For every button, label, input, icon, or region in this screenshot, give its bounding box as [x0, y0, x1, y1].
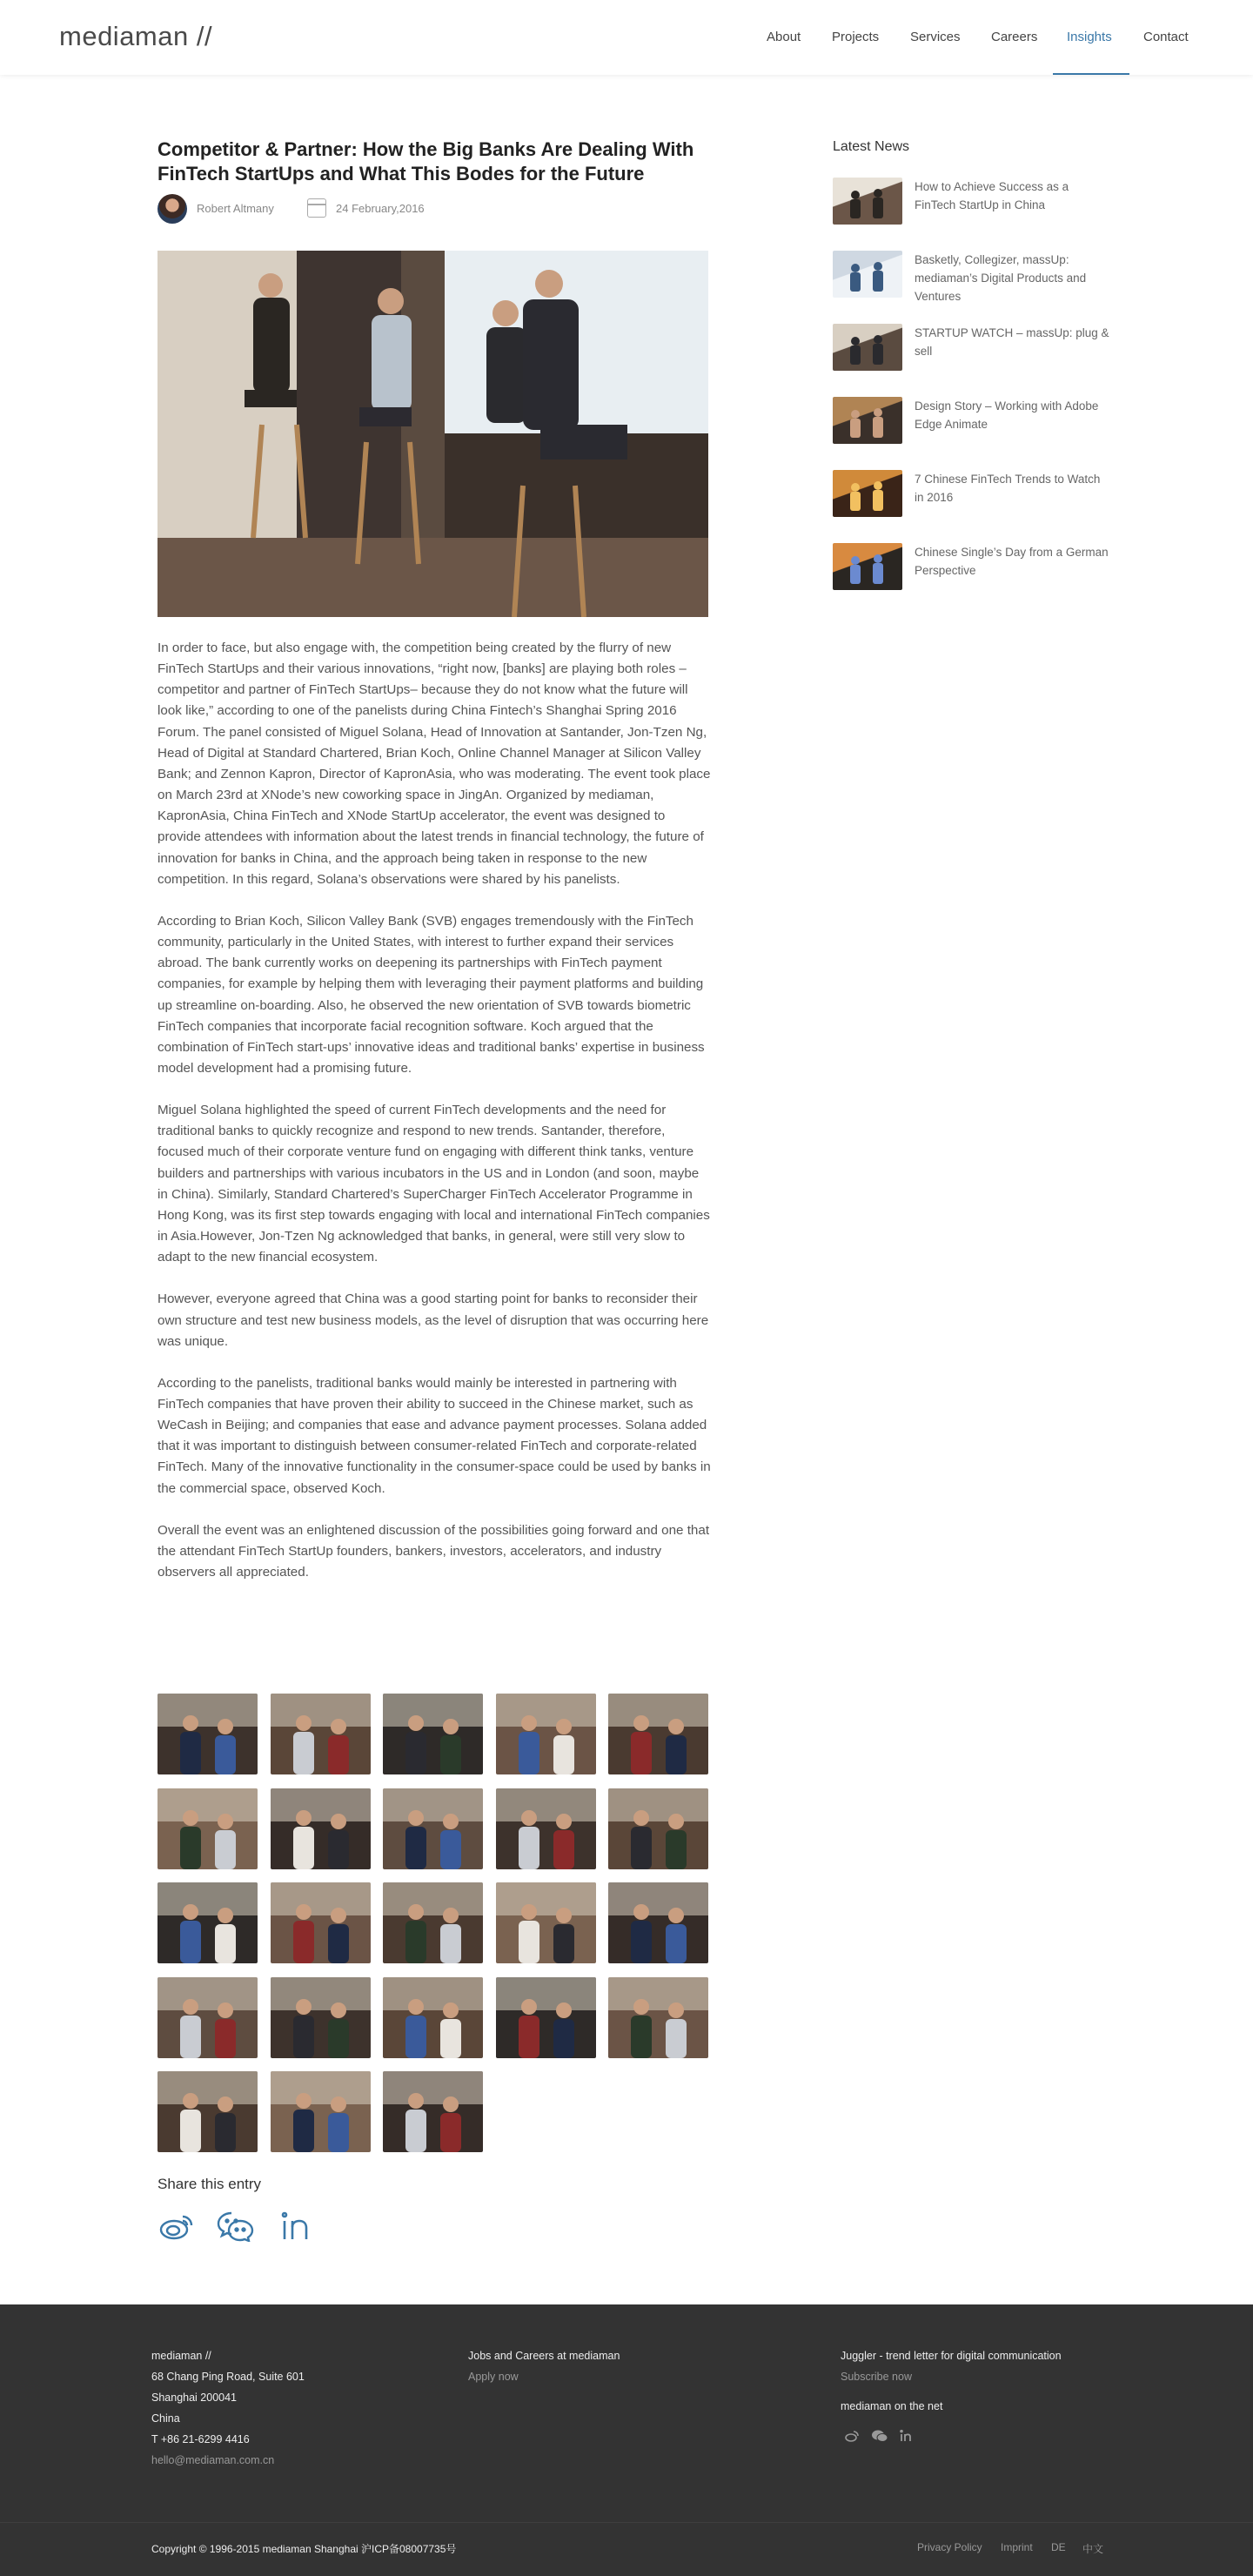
- latest-news-item[interactable]: [833, 178, 1111, 226]
- footer-jobs-title: Jobs and Careers at mediaman: [468, 2350, 620, 2362]
- nav-insights[interactable]: Insights: [1067, 30, 1112, 44]
- footer-privacy-link[interactable]: Privacy Policy: [917, 2541, 982, 2553]
- wechat-icon[interactable]: [217, 2209, 255, 2244]
- gallery-thumbnail[interactable]: [157, 1977, 258, 2058]
- news-thumbnail: [833, 397, 902, 444]
- latest-news-item[interactable]: [833, 470, 1111, 519]
- news-title: Design Story – Working with Adobe Edge Animate: [915, 399, 1099, 431]
- nav-careers[interactable]: Careers: [991, 30, 1038, 44]
- nav-active-indicator: [1053, 73, 1129, 75]
- article-meta: [157, 194, 714, 224]
- gallery-thumbnail[interactable]: [608, 1882, 708, 1963]
- article-title: Competitor & Partner: How the Big Banks Are Dealing With FinTech StartUps and What This Bodes for the Future: [157, 138, 694, 184]
- article-paragraph: Miguel Solana highlighted the speed of current FinTech developments and the need for traditional banks to quickly recognize and respond to new trends. Santander, therefore, focused much of their corporate venture fund on engaging with different think tanks, venture builders and partnerships with various incubators in the US and in London (and soon, maybe in China). Similarly, Standard Chartered’s SuperCharger FinTech Accelerator Programme in Hong Kong, was its first step towards engaging with local and international FinTech companies in Asia.However, Jon-Tzen Ng acknowledged that banks, in general, were still very slow to adapt to the new financial ecosystem.: [157, 1103, 710, 1265]
- gallery-thumbnail[interactable]: [271, 1882, 371, 1963]
- latest-news-item[interactable]: [833, 543, 1111, 592]
- linkedin-icon[interactable]: [898, 2430, 914, 2445]
- article-date: 24 February,2016: [336, 202, 425, 215]
- nav-projects[interactable]: Projects: [832, 30, 880, 44]
- gallery-thumbnail[interactable]: [157, 1788, 258, 1869]
- gallery-thumbnail[interactable]: [608, 1977, 708, 2058]
- gallery-thumbnail[interactable]: [608, 1788, 708, 1869]
- latest-news-item[interactable]: [833, 251, 1111, 303]
- gallery-thumbnail[interactable]: [271, 1977, 371, 2058]
- footer-subscribe-link[interactable]: Subscribe now: [841, 2371, 912, 2383]
- gallery-thumbnail[interactable]: [383, 1977, 483, 2058]
- footer-country: China: [151, 2412, 180, 2425]
- footer-lang-zh-link[interactable]: 中文: [1082, 2543, 1104, 2555]
- news-title: 7 Chinese FinTech Trends to Watch in 2016: [915, 473, 1101, 504]
- weibo-icon[interactable]: [844, 2430, 860, 2445]
- article-paragraph: According to the panelists, traditional banks would mainly be interested in partnering with FinTech companies that have proven their ability to succeed in the Chinese market, such as WeCash in Beijing; and companies that ease and advance payment processes. Solana added that it was important to distinguish between consumer-related FinTech and corporate-related FinTech. Many of the innovative functionality in the consumer-space could be used by banks in the commercial space, observed Koch.: [157, 1375, 711, 1496]
- logo[interactable]: mediaman //: [59, 21, 213, 51]
- footer-newsletter-title: Juggler - trend letter for digital communication: [841, 2350, 1062, 2362]
- footer-phone: T +86 21-6299 4416: [151, 2433, 250, 2445]
- news-thumbnail: [833, 543, 902, 590]
- article-paragraph: However, everyone agreed that China was a good starting point for banks to reconsider their own structure and test new business models, as the level of disruption that was occurring here was unique.: [157, 1291, 709, 1349]
- gallery-thumbnail[interactable]: [496, 1694, 596, 1774]
- footer-copyright: Copyright © 1996-2015 mediaman Shanghai 沪ICP备08007735号: [151, 2543, 457, 2555]
- footer-divider: [0, 2522, 1253, 2523]
- footer-apply-link[interactable]: Apply now: [468, 2371, 519, 2383]
- news-title: How to Achieve Success as a FinTech StartUp in China: [915, 180, 1069, 211]
- article-body: [157, 638, 711, 1604]
- footer-social-title: mediaman on the net: [841, 2400, 943, 2412]
- latest-news-item[interactable]: [833, 397, 1111, 446]
- weibo-icon[interactable]: [157, 2209, 196, 2244]
- gallery-thumbnail[interactable]: [383, 1694, 483, 1774]
- news-title: Chinese Single’s Day from a German Perspective: [915, 546, 1109, 577]
- gallery-thumbnail[interactable]: [157, 2071, 258, 2152]
- news-thumbnail: [833, 324, 902, 371]
- linkedin-icon[interactable]: [276, 2209, 314, 2244]
- share-title: Share this entry: [157, 2176, 262, 2192]
- wechat-icon[interactable]: [872, 2430, 888, 2445]
- article-paragraph: Overall the event was an enlightened discussion of the possibilities going forward and one that the attendant FinTech StartUp founders, bankers, investors, accelerators, and industry observers all appreciated.: [157, 1522, 710, 1580]
- gallery-thumbnail[interactable]: [157, 1882, 258, 1963]
- calendar-icon: [307, 198, 326, 218]
- gallery-thumbnail[interactable]: [383, 2071, 483, 2152]
- gallery-thumbnail[interactable]: [271, 2071, 371, 2152]
- news-thumbnail: [833, 178, 902, 225]
- sidebar-title: Latest News: [833, 139, 910, 154]
- footer-company: mediaman //: [151, 2350, 211, 2362]
- footer-address-line1: 68 Chang Ping Road, Suite 601: [151, 2371, 305, 2383]
- gallery-thumbnail[interactable]: [496, 1882, 596, 1963]
- gallery-thumbnail[interactable]: [496, 1977, 596, 2058]
- latest-news-item[interactable]: [833, 324, 1111, 372]
- nav-about[interactable]: About: [767, 30, 801, 44]
- news-title: STARTUP WATCH – massUp: plug & sell: [915, 326, 1109, 358]
- gallery-thumbnail[interactable]: [383, 1788, 483, 1869]
- news-thumbnail: [833, 470, 902, 517]
- author-avatar: [157, 194, 187, 224]
- gallery-thumbnail[interactable]: [271, 1788, 371, 1869]
- footer-lang-de-link[interactable]: DE: [1051, 2541, 1066, 2553]
- gallery-thumbnail[interactable]: [608, 1694, 708, 1774]
- gallery-thumbnail[interactable]: [157, 1694, 258, 1774]
- article-paragraph: In order to face, but also engage with, the competition being created by the flurry of new FinTech StartUps and their various innovations, “right now, [banks] are playing both roles – competitor and partner of FinTech StartUps– because they do not know what the future will look like,” according to one of the panelists during China Fintech’s Shanghai Spring 2016 Forum. The panel consisted of Miguel Solana, Head of Innovation at Santander, Jon-Tzen Ng, Head of Digital at Standard Chartered, Brian Koch, Online Channel Manager at Silicon Valley Bank; and Zennon Kapron, Director of KapronAsia, who was moderating. The event took place on March 23rd at XNode’s new coworking space in JingAn. Organized by mediaman, KapronAsia, China FinTech and XNode StartUp accelerator, the event was designed to provide attendees with information about the latest trends in financial technology, the future of innovation for banks in China, and the approach being taken in response to the new competition. In this regard, Solana’s observations were shared by his panelists.: [157, 641, 711, 887]
- nav-contact[interactable]: Contact: [1143, 30, 1189, 44]
- gallery-thumbnail[interactable]: [271, 1694, 371, 1774]
- article-paragraph: According to Brian Koch, Silicon Valley Bank (SVB) engages tremendously with the FinTech community, particularly in the United States, with interest to further expand their services abroad. The bank currently works on deepening its partnerships with FinTech payment companies, for example by helping them with leveraging their payment platforms and building up streamline on-boarding. Also, he observed the new orientation of SVB towards biometric FinTech companies that incorporate facial recognition software. Koch argued that the combination of FinTech start-ups’ innovative ideas and traditional banks’ expertise in business model development had a promising future.: [157, 913, 705, 1076]
- footer-imprint-link[interactable]: Imprint: [1001, 2541, 1033, 2553]
- news-thumbnail: [833, 251, 902, 298]
- nav-services[interactable]: Services: [910, 30, 961, 44]
- share-icons: [157, 2209, 332, 2244]
- site-header: [0, 0, 1253, 75]
- footer-address-line2: Shanghai 200041: [151, 2392, 238, 2404]
- author-name[interactable]: Robert Altmany: [197, 202, 274, 215]
- gallery-thumbnail[interactable]: [496, 1788, 596, 1869]
- gallery-thumbnail[interactable]: [383, 1882, 483, 1963]
- article-hero-image: [157, 251, 708, 617]
- footer-email[interactable]: hello@mediaman.com.cn: [151, 2454, 275, 2466]
- news-title: Basketly, Collegizer, massUp: mediaman’s Digital Products and Ventures: [915, 253, 1087, 303]
